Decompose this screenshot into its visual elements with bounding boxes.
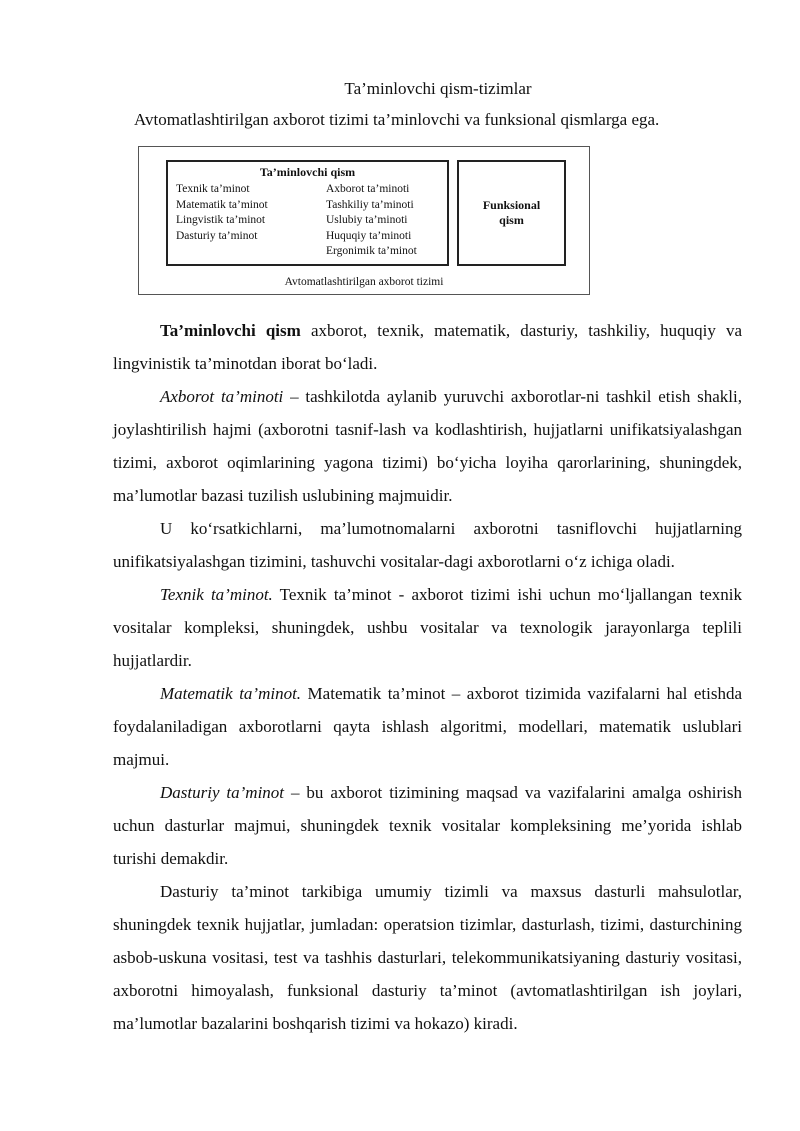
paragraph-text: – bu axborot tizimining maqsad va vazifalarini amalga oshirish uchun dasturlar majmui, shuningdek texnik vositalar kompleksining me’yorida ishlab turishi demakdir. <box>113 783 743 868</box>
paragraph <box>113 677 742 776</box>
supporting-part-title: Ta’minlovchi qism <box>259 165 356 179</box>
paragraph-lead: Matematik ta’minot. <box>160 684 302 703</box>
paragraph-text: Dasturiy ta’minot tarkibiga umumiy tizimli va maxsus dasturli mahsulotlar, shuningdek texnik hujjatlar, jumladan: operatsion tizimlar, dasturlash, tizimi, dasturchining asbob-uskuna vositasi, test va tashhis dasturlari, telekommunikatsiyaning dasturiy vositasi, axborotni himoyalash, funksional dasturiy ta’minot (avtomatlashtirilgan ish joylari, ma’lumotlar bazalarini boshqarish tizimi va hokazo) kiradi. <box>113 882 742 1033</box>
paragraph <box>113 380 742 512</box>
paragraph-lead: Texnik ta’minot. <box>160 585 273 604</box>
paragraph <box>113 512 742 578</box>
paragraph <box>113 578 742 677</box>
list-item: Texnik ta’minot <box>176 183 250 195</box>
list-item: Huquqiy ta’minoti <box>326 229 412 242</box>
functional-part-label-line2: qism <box>499 213 524 227</box>
supporting-list-col1 <box>176 182 268 244</box>
figure-caption: Avtomatlashtirilgan axborot tizimi <box>284 276 444 288</box>
system-structure-figure <box>138 146 590 295</box>
paragraph-lead: Ta’minlovchi qism <box>160 321 301 340</box>
supporting-list-col2 <box>326 182 417 260</box>
functional-part-label-line1: Funksional <box>482 198 541 212</box>
paragraph-lead: Dasturiy ta’minot <box>160 783 285 802</box>
list-item: Axborot ta’minoti <box>326 183 410 195</box>
paragraph <box>113 314 742 380</box>
paragraph-lead: Axborot ta’minoti <box>160 387 284 406</box>
section-subtitle: Avtomatlashtirilgan axborot tizimi ta’minlovchi va funksional qismlarga ega. <box>134 110 660 129</box>
paragraph-text: Texnik ta’minot - axborot tizimi ishi uchun mo‘ljallangan texnik vositalar kompleksi, shuningdek, ushbu vositalar va texnologik jarayonlarga teplili hujjatlardir. <box>113 585 742 670</box>
section-title: Ta’minlovchi qism-tizimlar <box>344 79 532 98</box>
paragraph-text: axborot, texnik, matematik, dasturiy, tashkiliy, huquqiy va lingvinistik ta’minotdan iborat bo‘ladi. <box>113 321 742 373</box>
paragraph <box>113 875 742 1040</box>
supporting-part-box <box>166 160 449 266</box>
paragraph-text: Matematik ta’minot – axborot tizimida vazifalarni hal etishda foydalaniladigan axborotlarni qayta ishlash algoritmi, modellari, matematik uslublari majmui. <box>113 684 742 769</box>
list-item: Lingvistik ta’minot <box>176 214 266 226</box>
list-item: Tashkiliy ta’minoti <box>326 198 414 211</box>
list-item: Matematik ta’minot <box>176 198 268 211</box>
body-text <box>113 314 742 1040</box>
list-item: Dasturiy ta’minot <box>176 229 258 242</box>
paragraph-text: U ko‘rsatkichlarni, ma’lumotnomalarni axborotni tasniflovchi hujjatlarning unifikatsiyalashgan tizimini, tashuvchi vositalar-dagi axborotlarni o‘z ichiga oladi. <box>113 519 742 571</box>
paragraph <box>113 776 742 875</box>
list-item: Ergonimik ta’minot <box>326 245 417 257</box>
paragraph-text: – tashkilotda aylanib yuruvchi axborotlar-ni tashkil etish shakli, joylashtirilish hajmi (axborotni tasnif-lash va kodlashtirish, hujjatlarni unifikatsiyalashgan tizimi, axborot oqimlarining yagona tizimi) bo‘yicha loyiha qarorlarining, shuningdek, ma’lumotlar bazasi tuzilish uslubining majmuidir. <box>113 387 743 505</box>
list-item: Uslubiy ta’minoti <box>326 214 408 226</box>
functional-part-box <box>457 160 566 266</box>
